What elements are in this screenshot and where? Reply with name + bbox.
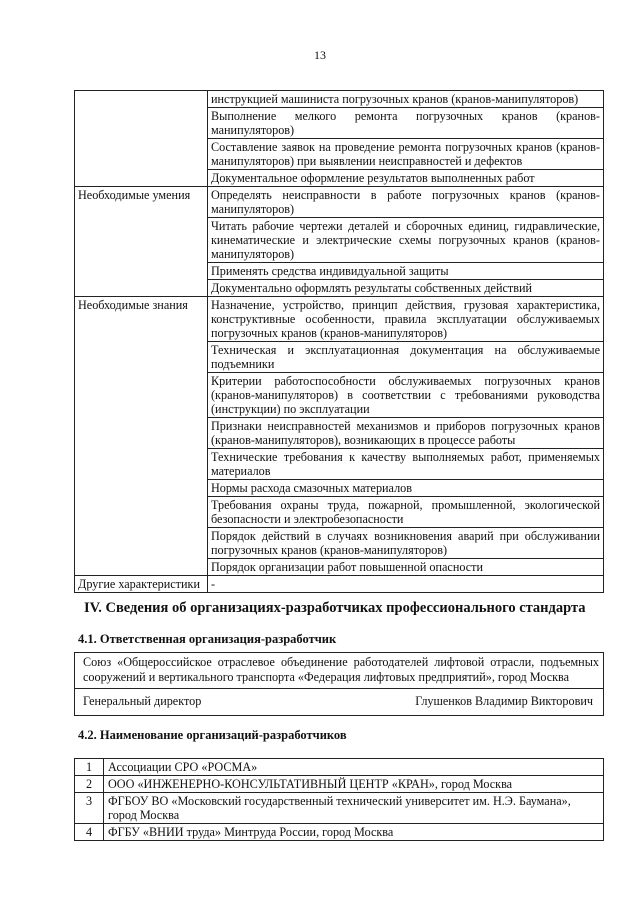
developer-name: Ассоциации СРО «РОСМА» — [104, 759, 604, 776]
requirements-table — [74, 90, 604, 593]
item-cell: Читать рабочие чертежи деталей и сборочных единиц, гидравлические, кинематические и электрические схемы погрузочных кранов (кранов-манипуляторов) — [208, 218, 604, 263]
section-title: IV. Сведения об организациях-разработчиках профессионального стандарта — [84, 600, 586, 616]
item-cell: - — [208, 576, 604, 593]
item-cell: Критерии работоспособности обслуживаемых погрузочных кранов (кранов-манипуляторов) в соответствии с требованиями руководства (инструкции) по эксплуатации — [208, 373, 604, 418]
item-cell: Применять средства индивидуальной защиты — [208, 263, 604, 280]
item-cell: Порядок организации работ повышенной опасности — [208, 559, 604, 576]
developer-row — [75, 824, 604, 841]
developer-name: ФГБОУ ВО «Московский государственный технический университет им. Н.Э. Баумана», город Москва — [104, 793, 604, 824]
developer-number: 2 — [75, 776, 104, 793]
developer-number: 1 — [75, 759, 104, 776]
table-row — [75, 297, 604, 342]
item-cell: инструкцией машиниста погрузочных кранов (кранов-манипуляторов) — [208, 91, 604, 108]
table-row — [75, 187, 604, 218]
item-cell: Составление заявок на проведение ремонта погрузочных кранов (кранов-манипуляторов) при выявлении неисправностей и дефектов — [208, 139, 604, 170]
item-cell: Назначение, устройство, принцип действия, грузовая характеристика, конструктивные особенности, правила эксплуатации обслуживаемых погрузочных кранов (кранов-манипуляторов) — [208, 297, 604, 342]
category-cell — [75, 91, 208, 187]
item-cell: Технические требования к качеству выполняемых работ, применяемых материалов — [208, 449, 604, 480]
table-row — [75, 91, 604, 108]
item-cell: Документальное оформление результатов выполненных работ — [208, 170, 604, 187]
item-cell: Требования охраны труда, пожарной, промышленной, экологической безопасности и электробезопасности — [208, 497, 604, 528]
developer-number: 4 — [75, 824, 104, 841]
developer-name: ФГБУ «ВНИИ труда» Минтруда России, город Москва — [104, 824, 604, 841]
developer-row — [75, 759, 604, 776]
item-cell: Нормы расхода смазочных материалов — [208, 480, 604, 497]
developer-row — [75, 776, 604, 793]
developers-table — [74, 758, 604, 841]
director-name: Глушенков Владимир Викторович — [415, 694, 593, 708]
page-number: 13 — [314, 48, 326, 62]
category-cell: Необходимые умения — [75, 187, 208, 297]
developer-name: ООО «ИНЖЕНЕРНО-КОНСУЛЬТАТИВНЫЙ ЦЕНТР «КРАН», город Москва — [104, 776, 604, 793]
developer-number: 3 — [75, 793, 104, 824]
subsection-title-developers: 4.2. Наименование организаций-разработчиков — [78, 728, 347, 742]
item-cell: Определять неисправности в работе погрузочных кранов (кранов-манипуляторов) — [208, 187, 604, 218]
director-position: Генеральный директор — [83, 694, 202, 708]
item-cell: Выполнение мелкого ремонта погрузочных кранов (кранов-манипуляторов) — [208, 108, 604, 139]
category-cell: Другие характеристики — [75, 576, 208, 593]
item-cell: Порядок действий в случаях возникновения аварий при обслуживании погрузочных кранов (кранов-манипуляторов) — [208, 528, 604, 559]
developer-row — [75, 793, 604, 824]
item-cell: Документально оформлять результаты собственных действий — [208, 280, 604, 297]
subsection-title-responsible: 4.1. Ответственная организация-разработчик — [78, 632, 337, 646]
item-cell: Техническая и эксплуатационная документация на обслуживаемые подъемники — [208, 342, 604, 373]
responsible-org-name: Союз «Общероссийское отраслевое объединение работодателей лифтовой отрасли, подъемных сооружений и вертикального транспорта «Федерация лифтовых предприятий», город Москва — [75, 653, 603, 689]
table-row — [75, 576, 604, 593]
responsible-org-box — [74, 652, 604, 716]
category-cell: Необходимые знания — [75, 297, 208, 576]
item-cell: Признаки неисправностей механизмов и приборов погрузочных кранов (кранов-манипуляторов), возникающих в процессе работы — [208, 418, 604, 449]
signature-row — [75, 689, 603, 715]
